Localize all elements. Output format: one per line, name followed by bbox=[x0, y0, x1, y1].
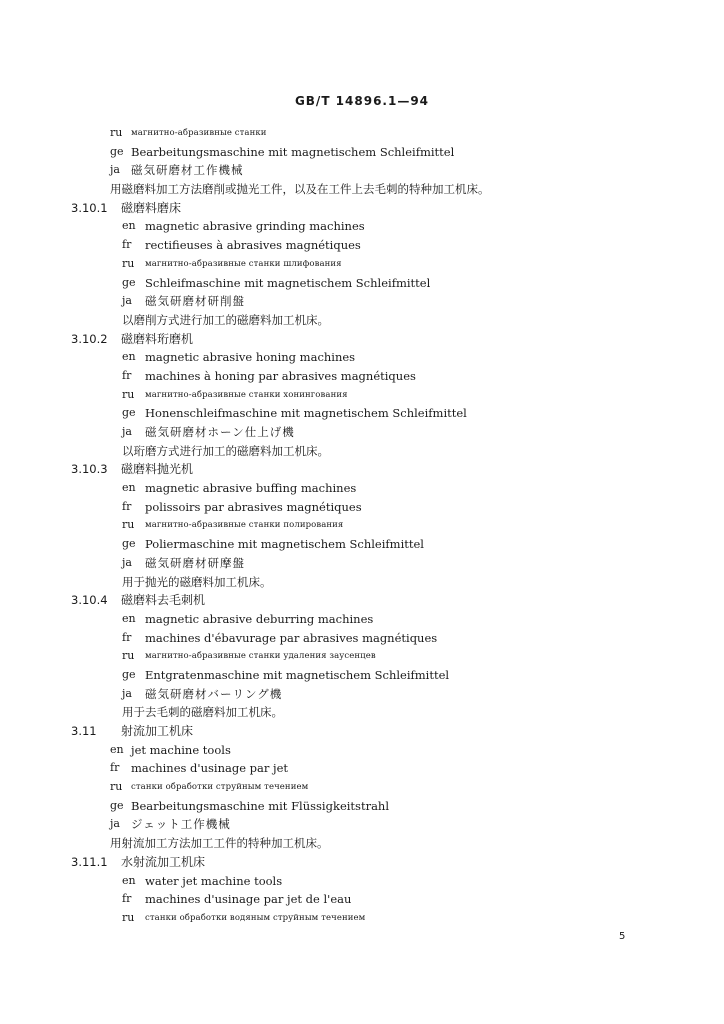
term-translation-en bbox=[0, 610, 724, 629]
term-name: 磁磨料去毛刺机 bbox=[121, 593, 206, 608]
language-code: ge bbox=[122, 537, 136, 551]
term-translation-ru bbox=[0, 647, 724, 666]
translation-text: магнитно-абразивные станки bbox=[131, 128, 267, 138]
translation-text: polissoirs par abrasives magnétiques bbox=[145, 499, 362, 514]
language-code: ru bbox=[110, 780, 123, 794]
translation-text: Schleifmaschine mit magnetischem Schleifmittel bbox=[145, 275, 431, 290]
term-translation-fr bbox=[0, 367, 724, 386]
translation-text: Honenschleifmaschine mit magnetischem Schleifmittel bbox=[145, 406, 467, 421]
term-translation-ja bbox=[0, 423, 724, 442]
language-code: en bbox=[122, 350, 136, 364]
translation-text: machines d'usinage par jet bbox=[131, 761, 289, 776]
term-definition bbox=[0, 180, 724, 199]
definition-text: 以珩磨方式进行加工的磁磨料加工机床。 bbox=[122, 443, 329, 458]
language-code: fr bbox=[122, 368, 132, 382]
translation-text: станки обработки водяным струйным течением bbox=[145, 912, 366, 923]
translation-text: станки обработки струйным течением bbox=[131, 782, 309, 793]
term-definition bbox=[0, 442, 724, 461]
language-code: ru bbox=[122, 518, 135, 532]
term-translation-en bbox=[0, 479, 724, 498]
term-name: 磁磨料磨床 bbox=[121, 200, 182, 215]
term-number: 3.10.1 bbox=[71, 200, 108, 215]
translation-text: water jet machine tools bbox=[145, 873, 283, 888]
term-name: 水射流加工机床 bbox=[121, 854, 206, 869]
term-translation-ge bbox=[0, 666, 724, 685]
translation-text: 磁気研磨材ホーン仕上げ機 bbox=[145, 425, 295, 439]
definition-text: 用于抛光的磁磨料加工机床。 bbox=[122, 574, 272, 589]
translation-text: magnetic abrasive deburring machines bbox=[145, 611, 374, 626]
language-code: ge bbox=[110, 798, 124, 812]
translation-text: machines d'ébavurage par abrasives magnétiques bbox=[145, 630, 438, 645]
term-definition bbox=[0, 703, 724, 722]
term-number: 3.10.2 bbox=[71, 331, 108, 346]
term-heading bbox=[0, 591, 724, 610]
language-code: ja bbox=[122, 686, 132, 700]
term-translation-ge bbox=[0, 404, 724, 423]
translation-text: 磁気研磨材バーリング機 bbox=[145, 686, 283, 701]
term-number: 3.10.3 bbox=[71, 462, 108, 477]
language-code: ja bbox=[110, 817, 120, 831]
term-translation-fr bbox=[0, 890, 724, 909]
term-definition bbox=[0, 834, 724, 853]
language-code: fr bbox=[122, 238, 132, 252]
term-translation-fr bbox=[0, 759, 724, 778]
translation-text: Bearbeitungsmaschine mit Flüssigkeitstrahl bbox=[131, 798, 390, 813]
translation-text: магнитно-абразивные станки хонингования bbox=[145, 389, 348, 400]
term-heading bbox=[0, 330, 724, 349]
term-heading bbox=[0, 853, 724, 872]
language-code: en bbox=[122, 481, 136, 495]
language-code: ru bbox=[122, 387, 135, 401]
term-name: 磁磨料珩磨机 bbox=[121, 331, 194, 346]
term-translation-en bbox=[0, 348, 724, 367]
term-translation-ja bbox=[0, 685, 724, 704]
term-translation-ru bbox=[0, 516, 724, 535]
language-code: ge bbox=[122, 275, 136, 289]
language-code: ru bbox=[122, 649, 135, 663]
term-translation-ru bbox=[0, 386, 724, 405]
term-translation-en bbox=[0, 741, 724, 760]
term-translation-ge bbox=[0, 535, 724, 554]
language-code: fr bbox=[122, 892, 132, 906]
term-translation-ru bbox=[0, 909, 724, 928]
language-code: en bbox=[122, 611, 136, 625]
term-translation-en bbox=[0, 217, 724, 236]
language-code: en bbox=[122, 219, 136, 233]
language-code: fr bbox=[122, 499, 132, 513]
term-translation-ge bbox=[0, 274, 724, 293]
language-code: ja bbox=[122, 294, 132, 308]
language-code: ja bbox=[122, 425, 132, 438]
term-translation-ge bbox=[0, 143, 724, 162]
language-code: fr bbox=[122, 630, 132, 644]
translation-text: магнитно-абразивные станки удаления заусенцев bbox=[145, 651, 376, 662]
term-translation-ge bbox=[0, 797, 724, 816]
translation-text: магнитно-абразивные станки полирования bbox=[145, 520, 344, 531]
term-translation-en bbox=[0, 872, 724, 891]
translation-text: Poliermaschine mit magnetischem Schleifmittel bbox=[145, 537, 424, 552]
translation-text: 磁気研磨材研摩盤 bbox=[145, 555, 245, 570]
term-translation-ru bbox=[0, 124, 724, 143]
translation-text: magnetic abrasive grinding machines bbox=[145, 219, 365, 234]
definition-text: 用于去毛刺的磁磨料加工机床。 bbox=[122, 705, 283, 720]
term-translation-ja bbox=[0, 161, 724, 180]
language-code: en bbox=[110, 742, 124, 756]
term-name: 射流加工机床 bbox=[121, 724, 194, 738]
language-code: ru bbox=[122, 910, 135, 924]
term-translation-ja bbox=[0, 815, 724, 834]
term-translation-fr bbox=[0, 629, 724, 648]
page-number: 5 bbox=[619, 931, 626, 942]
term-translation-ru bbox=[0, 778, 724, 797]
language-code: ja bbox=[122, 555, 132, 569]
term-number: 3.11.1 bbox=[71, 854, 108, 869]
language-code: ge bbox=[122, 667, 136, 681]
language-code: ja bbox=[110, 163, 120, 177]
translation-text: 磁気研磨材研削盤 bbox=[145, 294, 245, 309]
definition-text: 用磁磨料加工方法磨削或抛光工件，以及在工件上去毛刺的特种加工机床。 bbox=[110, 182, 490, 197]
translation-text: magnetic abrasive buffing machines bbox=[145, 481, 357, 496]
definition-text: 以磨削方式进行加工的磁磨料加工机床。 bbox=[122, 312, 329, 327]
translation-text: machines à honing par abrasives magnétiques bbox=[145, 368, 416, 383]
term-number: 3.10.4 bbox=[71, 593, 108, 608]
term-name: 磁磨料抛光机 bbox=[121, 462, 194, 477]
term-heading bbox=[0, 722, 724, 741]
translation-text: магнитно-абразивные станки шлифования bbox=[145, 258, 342, 269]
term-translation-ja bbox=[0, 554, 724, 573]
term-heading bbox=[0, 460, 724, 479]
term-translation-fr bbox=[0, 236, 724, 255]
language-code: ru bbox=[110, 126, 123, 139]
term-translation-ru bbox=[0, 255, 724, 274]
term-heading bbox=[0, 199, 724, 218]
translation-text: Entgratenmaschine mit magnetischem Schleifmittel bbox=[145, 667, 450, 682]
language-code: fr bbox=[110, 761, 120, 775]
language-code: ge bbox=[122, 406, 136, 420]
term-number: 3.11 bbox=[71, 724, 97, 738]
term-translation-fr bbox=[0, 498, 724, 517]
language-code: en bbox=[122, 873, 136, 887]
translation-text: magnetic abrasive honing machines bbox=[145, 350, 356, 365]
translation-text: ジェット工作機械 bbox=[131, 817, 231, 832]
term-translation-ja bbox=[0, 292, 724, 311]
translation-text: machines d'usinage par jet de l'eau bbox=[145, 892, 352, 907]
term-definition bbox=[0, 573, 724, 592]
definition-text: 用射流加工方法加工工件的特种加工机床。 bbox=[110, 836, 329, 851]
language-code: ge bbox=[110, 144, 124, 158]
translation-text: 磁気研磨材工作機械 bbox=[131, 163, 244, 178]
term-definition bbox=[0, 311, 724, 330]
translation-text: jet machine tools bbox=[131, 742, 231, 757]
document-header: GB/T 14896.1—94 bbox=[294, 94, 430, 108]
language-code: ru bbox=[122, 256, 135, 270]
translation-text: rectifieuses à abrasives magnétiques bbox=[145, 238, 361, 253]
translation-text: Bearbeitungsmaschine mit magnetischem Schleifmittel bbox=[131, 144, 455, 159]
document-body bbox=[0, 124, 724, 928]
